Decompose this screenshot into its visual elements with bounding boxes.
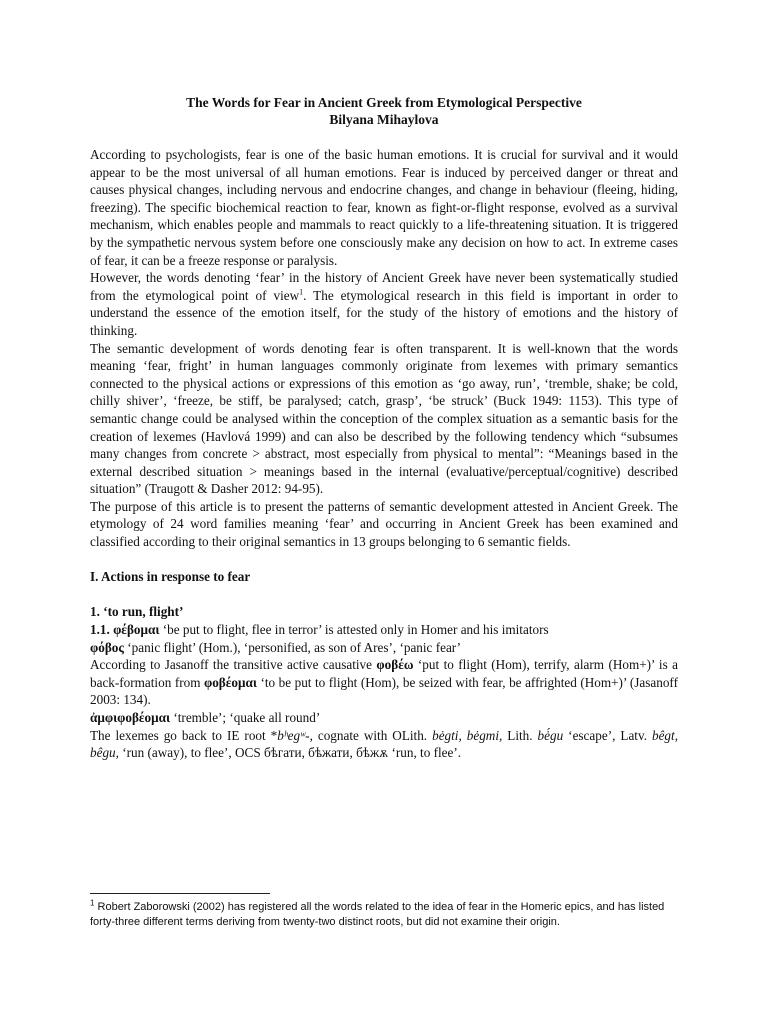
paragraph-semantics: The semantic development of words denoting fear is often transparent. It is well-known that the words meaning ‘fear, fright’ in human languages commonly originate from lexemes with primary semantics connected to the physical actions or expressions of this emotion as ‘go away, run’, ‘tremble, shake; be cold, chilly shiver’, ‘freeze, be stiff, be paralysed; catch, grasp’, ‘be struck’ (Buck 1949: 1153). This type of semantic change could be analysed within the conception of the complex situation as a semantic basis for the creation of lexemes (Havlová 1999) and can also be described by the following tendency which “subsumes many changes from concrete > abstract, most especially from physical to mental”: “Meanings based in the external described situation > meanings based in the internal (evaluative/perceptual/cognitive) described situation” (Traugott & Dasher 2012: 94-95). (90, 340, 678, 497)
paper-title: The Words for Fear in Ancient Greek from Etymological Perspective (186, 95, 582, 110)
subsection-heading: 1. ‘to run, flight’ (90, 604, 184, 620)
footnote-ref: 1 (299, 287, 304, 297)
greek-word: φοβέω (376, 657, 414, 673)
greek-word: ἀμφιφοβέομαι (90, 710, 171, 725)
paper-author: Bilyana Mihaylova (329, 112, 439, 127)
greek-word: φέβομαι (113, 622, 160, 638)
entry-amphiphobeomai: ἀμφιφοβέομαι ‘tremble’; ‘quake all round’ (90, 710, 321, 725)
paragraph-research: However, the words denoting ‘fear’ in the history of Ancient Greek have never been systematically studied from the etymological point of view$^1$. The etymological research in this field is important in order to understand the essence of the emotion itself, for the study of the history of emotions and the history of thinking. (90, 270, 678, 338)
footnote: $^1$ Robert Zaborowski (2002) has registered all the words related to the idea of fear in the Homeric epics, and has listed forty-three different terms deriving from twenty-two distinct roots, but did not examine their origin. (90, 898, 665, 928)
greek-word: φόβος (90, 639, 124, 655)
footnote-mark: 1 (90, 898, 95, 908)
entry-ie-root: The lexemes go back to IE root *bʰegʷ-, cognate with OLith. bėgti, bėgmi, Lith. bė́gu ‘escape’, Latv. bêgt, bêgu, ‘run (away), to flee’, OCS бѣгати, бѣжати, бѣжѫ ‘run, to flee’. (90, 727, 678, 761)
paragraph-intro: According to psychologists, fear is one of the basic human emotions. It is crucial for survival and it would appear to be the most universal of all human emotions. Fear is induced by perceived danger or threat and causes physical changes, including nervous and endocrine changes, and change in behaviour (fleeing, hiding, freezing). The specific biochemical reaction to fear, known as fight-or-flight response, evolved as a survival mechanism, which enables people and mammals to react quickly to a life-threatening situation. It is triggered by the sympathetic nervous system before one consciously make any decision on how to act. In extreme cases of fear, it can be a freeze response or paralysis. (90, 147, 678, 268)
entry-phobeo: According to Jasanoff the transitive active causative φοβέω ‘put to flight (Hom), terrify, alarm (Hom+)’ is a back-formation from φοβέομαι ‘to be put to flight (Hom), be seized with fear, be affrighted (Hom+)’ (Jasanoff 2003: 134). (90, 657, 678, 708)
greek-word: φοβέομαι (203, 674, 257, 690)
body-text (90, 146, 678, 762)
title-block (0, 94, 768, 128)
section-heading: I. Actions in response to fear (90, 569, 251, 585)
footnote-divider (90, 893, 270, 894)
section-spacer (90, 586, 678, 604)
ie-root: bʰegʷ- (277, 727, 310, 743)
paragraph-purpose: The purpose of this article is to present the patterns of semantic development attested in Ancient Greek. The etymology of 24 word families meaning ‘fear’ and occurring in Ancient Greek has been examined and classified according to their original semantics in 13 groups belonging to 6 semantic fields. (90, 498, 678, 550)
entry-phobos: φόβος ‘panic flight’ (Hom.), ‘personified, as son of Ares’, ‘panic fear’ (90, 639, 462, 655)
entry-phebomai: 1.1. φέβομαι ‘be put to flight, flee in terror’ is attested only in Homer and his imitators (90, 622, 549, 638)
